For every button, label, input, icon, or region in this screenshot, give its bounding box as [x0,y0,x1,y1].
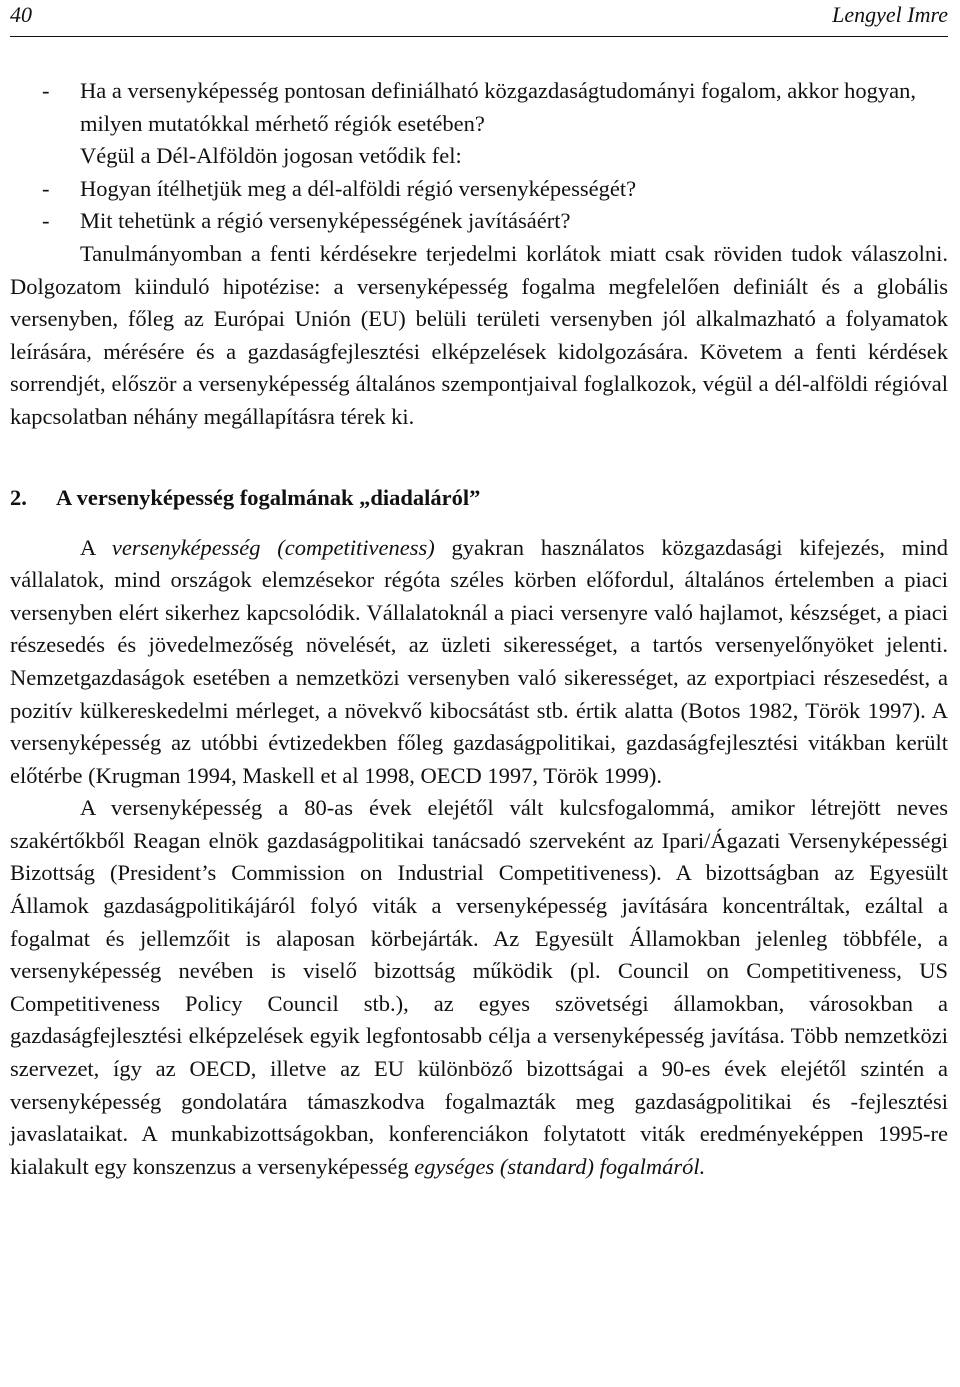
body-text [10,75,948,1183]
paragraph-intro: Tanulmányomban a fenti kérdésekre terjedelmi korlátok miatt csak röviden tudok válaszolni. Dolgozatom kiinduló hipotézise: a versenyképesség fogalma megfelelően definiált és a globális versenyben, főleg az Európai Unión (EU) belüli területi versenyben jól alkalmazható a folyamatok leírására, mérésére és a gazdaságfejlesztési elképzelések kidolgozására. Követem a fenti kérdések sorrendjét, először a versenyképesség általános szempontjaival foglalkozok, végül a dél-alföldi régióval kapcsolatban néhány megállapításra térek ki. [10,240,948,429]
list-dash: - [42,175,50,201]
paragraph-lead: A [80,534,112,560]
running-author: Lengyel Imre [832,2,948,27]
paragraph-history [10,792,948,1183]
question-item [10,75,948,140]
section-heading [10,482,948,514]
list-dash: - [42,208,50,234]
question-text: Hogyan ítélhetjük meg a dél-alföldi régió versenyképességét? [80,175,637,201]
transition-line: Végül a Dél-Alföldön jogosan vetődik fel: [80,143,462,169]
question-item [10,205,948,238]
section-number: 2. [10,484,27,510]
list-dash: - [42,78,50,103]
page-number: 40 [10,2,32,27]
question-item [10,173,948,206]
question-text: Mit tehetünk a régió versenyképességének javításáért? [80,208,571,234]
section-title: A versenyképesség fogalmának „diadaláról” [56,484,481,510]
paragraph-body: gyakran használatos közgazdasági kifejezés, mind vállalatok, mind országok elemzésekor régóta széles körben előfordul, általános értelemben a piaci versenyben elért sikerhez kapcsolódik. Vállalatoknál a piaci versenyre való hajlamot, készséget, a piaci részesedés és jövedelmezőség növelését, az üzleti sikerességet, a tartós versenyelőnyöket jelenti. Nemzetgazdaságok esetében a nemzetközi versenyben való sikerességet, az exportpiaci részesedést, a pozitív külkereskedelmi mérleget, a növekvő kibocsátást stb. értik alatta (Botos 1982, Török 1997). A versenyképesség az utóbbi évtizedekben főleg gazdaságpolitikai, gazdaságfejlesztési vitákban került előtérbe (Krugman 1994, Maskell et al 1998, OECD 1997, Török 1999). [10,534,948,788]
paragraph-body: A versenyképesség a 80-as évek elejétől vált kulcsfogalommá, amikor létrejött neves szakértőkből Reagan elnök gazdaságpolitikai tanácsadó szerveként az Ipari/Ágazati Versenyképességi Bizottság (President’s Commission on Industrial Competitiveness). A bizottságban az Egyesült Államok gazdaságpolitikájáról folyó viták a versenyképesség javítására koncentráltak, ezáltal a fogalmat és jellemzőit is alaposan körbejárták. Az Egyesült Államokban jelenleg többféle, a versenyképesség nevében is viselő bizottság működik (pl. Council on Competitiveness, US Competitiveness Policy Council stb.), az egyes szövetségi államokban, városokban a gazdaságfejlesztési elképzelések egyik legfontosabb célja a versenyképesség javítása. Több nemzetközi szervezet, így az OECD, illetve az EU különböző bizottságai a 90-es évek elejétől szintén a versenyképesség gondolatára támaszkodva fogalmazták meg gazdaságpolitikai és -fejlesztési javaslataikat. A munkabizottságokban, konferenciákon folytatott viták eredményeképpen 1995-re kialakult egy konszenzus a versenyképesség [10,795,948,1179]
italic-term: egységes (standard) fogalmáról. [414,1153,706,1179]
question-text: Ha a versenyképesség pontosan definiálható közgazdaságtudományi fogalom, akkor hogyan, milyen mutatókkal mérhető régiók esetében? [80,78,916,136]
page-header [10,0,948,37]
paragraph-definition [10,532,948,793]
italic-term: versenyképesség (competitiveness) [111,534,435,560]
